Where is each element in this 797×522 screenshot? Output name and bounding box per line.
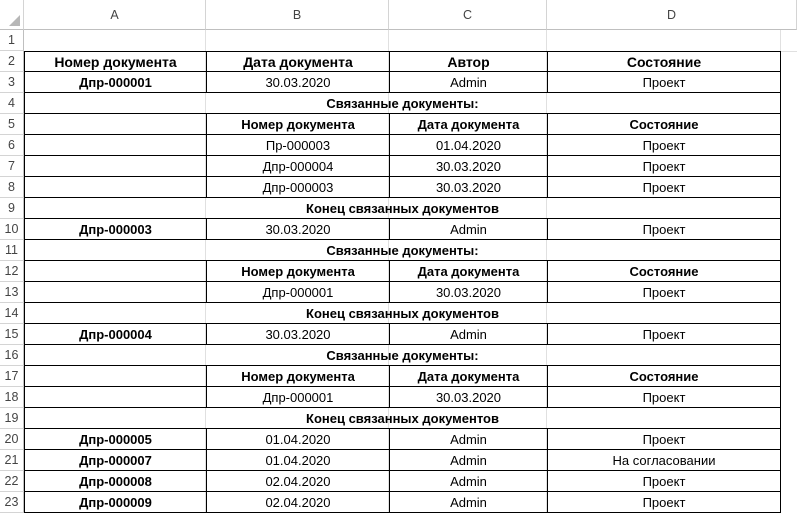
row-header-6[interactable]: 6 xyxy=(0,135,24,156)
related-doc-date[interactable]: 30.03.2020 xyxy=(389,176,548,198)
cell-author[interactable]: Admin xyxy=(389,449,548,471)
row-header-12[interactable]: 12 xyxy=(0,261,24,282)
column-header-b[interactable]: B xyxy=(206,0,389,30)
cell-author[interactable]: Admin xyxy=(389,323,548,345)
column-header-c[interactable]: C xyxy=(389,0,547,30)
cell-empty[interactable] xyxy=(24,134,207,156)
cell-doc-date[interactable]: 02.04.2020 xyxy=(206,470,390,492)
cell-doc-number[interactable]: Дпр-000005 xyxy=(24,428,207,450)
cell-status[interactable]: Проект xyxy=(547,323,781,345)
cell-doc-date[interactable]: 02.04.2020 xyxy=(206,491,390,513)
row-header-15[interactable]: 15 xyxy=(0,324,24,345)
related-doc-number[interactable]: Дпр-000001 xyxy=(206,386,390,408)
cell-status[interactable]: Проект xyxy=(547,218,781,240)
cell-status[interactable]: Проект xyxy=(547,470,781,492)
cell-status[interactable]: Проект xyxy=(547,71,781,93)
subheader-doc-date[interactable]: Дата документа xyxy=(389,365,548,387)
cell-doc-date[interactable]: 30.03.2020 xyxy=(206,323,390,345)
subheader-status[interactable]: Состояние xyxy=(547,260,781,282)
row-header-8[interactable]: 8 xyxy=(0,177,24,198)
related-doc-date[interactable]: 30.03.2020 xyxy=(389,386,548,408)
subheader-doc-number[interactable]: Номер документа xyxy=(206,365,390,387)
cell-author[interactable]: Admin xyxy=(389,71,548,93)
cell-doc-date[interactable]: 30.03.2020 xyxy=(206,71,390,93)
subheader-status[interactable]: Состояние xyxy=(547,365,781,387)
subheader-status[interactable]: Состояние xyxy=(547,113,781,135)
related-doc-status[interactable]: Проект xyxy=(547,155,781,177)
row-header-10[interactable]: 10 xyxy=(0,219,24,240)
select-all-corner[interactable] xyxy=(0,0,24,30)
cell-status[interactable]: Проект xyxy=(547,491,781,513)
cell-empty[interactable] xyxy=(24,281,207,303)
column-header-a[interactable]: A xyxy=(24,0,206,30)
cell-doc-number[interactable]: Дпр-000009 xyxy=(24,491,207,513)
subheader-doc-date[interactable]: Дата документа xyxy=(389,260,548,282)
related-docs-title[interactable]: Связанные документы: xyxy=(24,92,781,114)
header-status[interactable]: Состояние xyxy=(547,51,781,72)
subheader-doc-number[interactable]: Номер документа xyxy=(206,113,390,135)
related-doc-number[interactable]: Пр-000003 xyxy=(206,134,390,156)
subheader-doc-date[interactable]: Дата документа xyxy=(389,113,548,135)
row-header-9[interactable]: 9 xyxy=(0,198,24,219)
cell-status[interactable]: Проект xyxy=(547,428,781,450)
cell-doc-date[interactable]: 01.04.2020 xyxy=(206,428,390,450)
related-doc-status[interactable]: Проект xyxy=(547,176,781,198)
cell-doc-number[interactable]: Дпр-000008 xyxy=(24,470,207,492)
row-header-23[interactable]: 23 xyxy=(0,492,24,513)
cell-doc-number[interactable]: Дпр-000003 xyxy=(24,218,207,240)
related-docs-title[interactable]: Связанные документы: xyxy=(24,344,781,366)
related-doc-number[interactable]: Дпр-000004 xyxy=(206,155,390,177)
header-doc-number[interactable]: Номер документа xyxy=(24,51,207,72)
row-header-5[interactable]: 5 xyxy=(0,114,24,135)
row-header-4[interactable]: 4 xyxy=(0,93,24,114)
header-doc-date[interactable]: Дата документа xyxy=(206,51,390,72)
column-header-row xyxy=(0,0,797,30)
cell-doc-number[interactable]: Дпр-000001 xyxy=(24,71,207,93)
cell-empty[interactable] xyxy=(24,113,207,135)
row-header-1[interactable]: 1 xyxy=(0,30,24,51)
subheader-doc-number[interactable]: Номер документа xyxy=(206,260,390,282)
related-doc-number[interactable]: Дпр-000001 xyxy=(206,281,390,303)
row-header-13[interactable]: 13 xyxy=(0,282,24,303)
cell-author[interactable]: Admin xyxy=(389,470,548,492)
cell-empty[interactable] xyxy=(24,365,207,387)
related-docs-title[interactable]: Связанные документы: xyxy=(24,239,781,261)
related-docs-end[interactable]: Конец связанных документов xyxy=(24,302,781,324)
cell-empty[interactable] xyxy=(24,386,207,408)
row-header-14[interactable]: 14 xyxy=(0,303,24,324)
cell-empty[interactable] xyxy=(24,155,207,177)
row-header-7[interactable]: 7 xyxy=(0,156,24,177)
related-doc-date[interactable]: 30.03.2020 xyxy=(389,281,548,303)
related-doc-status[interactable]: Проект xyxy=(547,281,781,303)
sheet-bottom-edge xyxy=(0,513,797,522)
cell-doc-date[interactable]: 30.03.2020 xyxy=(206,218,390,240)
row-header-11[interactable]: 11 xyxy=(0,240,24,261)
row-header-22[interactable]: 22 xyxy=(0,471,24,492)
cell-author[interactable]: Admin xyxy=(389,428,548,450)
row-header-16[interactable]: 16 xyxy=(0,345,24,366)
row-header-3[interactable]: 3 xyxy=(0,72,24,93)
row-header-19[interactable]: 19 xyxy=(0,408,24,429)
related-docs-end[interactable]: Конец связанных документов xyxy=(24,407,781,429)
row-header-21[interactable]: 21 xyxy=(0,450,24,471)
related-docs-end[interactable]: Конец связанных документов xyxy=(24,197,781,219)
cell-doc-number[interactable]: Дпр-000007 xyxy=(24,449,207,471)
header-author[interactable]: Автор xyxy=(389,51,548,72)
cell-empty[interactable] xyxy=(24,176,207,198)
related-doc-number[interactable]: Дпр-000003 xyxy=(206,176,390,198)
related-doc-date[interactable]: 30.03.2020 xyxy=(389,155,548,177)
row-header-18[interactable]: 18 xyxy=(0,387,24,408)
cell-status[interactable]: На согласовании xyxy=(547,449,781,471)
related-doc-date[interactable]: 01.04.2020 xyxy=(389,134,548,156)
cell-author[interactable]: Admin xyxy=(389,218,548,240)
cell-doc-date[interactable]: 01.04.2020 xyxy=(206,449,390,471)
cell-doc-number[interactable]: Дпр-000004 xyxy=(24,323,207,345)
row-header-17[interactable]: 17 xyxy=(0,366,24,387)
cell-author[interactable]: Admin xyxy=(389,491,548,513)
cell-empty[interactable] xyxy=(24,260,207,282)
related-doc-status[interactable]: Проект xyxy=(547,386,781,408)
related-doc-status[interactable]: Проект xyxy=(547,134,781,156)
column-header-d[interactable]: D xyxy=(547,0,797,30)
row-header-2[interactable]: 2 xyxy=(0,51,24,72)
row-header-20[interactable]: 20 xyxy=(0,429,24,450)
